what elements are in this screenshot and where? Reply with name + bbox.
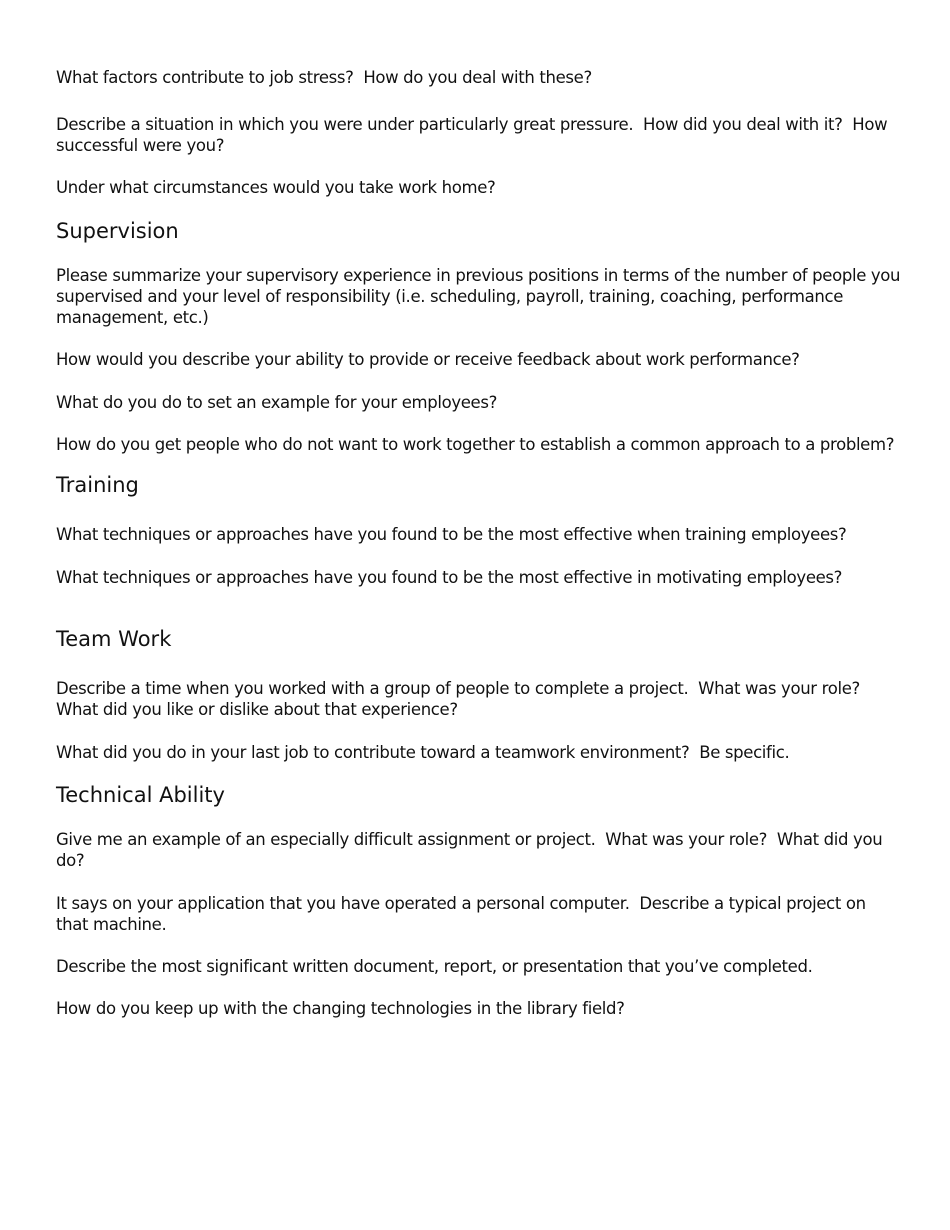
section-heading-team-work: Team Work bbox=[56, 627, 172, 651]
question-job-stress: What factors contribute to job stress? How do you deal with these? bbox=[56, 68, 592, 87]
question-personal-computer: It says on your application that you have operated a personal computer. Describe a typical project on that machine. bbox=[56, 894, 871, 934]
question-feedback: How would you describe your ability to provide or receive feedback about work performance? bbox=[56, 350, 800, 369]
question-motivating-techniques: What techniques or approaches have you found to be the most effective in motivating employees? bbox=[56, 568, 843, 587]
question-group-project: Describe a time when you worked with a group of people to complete a project. What was your role? What did you like or dislike about that experience? bbox=[56, 679, 870, 719]
section-heading-training: Training bbox=[56, 473, 139, 497]
question-supervisory-experience: Please summarize your supervisory experience in previous positions in terms of the number of people you supervised and your level of responsibility (i.e. scheduling, payroll, training, coaching, performance management, etc.) bbox=[56, 266, 906, 327]
question-teamwork-environment: What did you do in your last job to contribute toward a teamwork environment? Be specific. bbox=[56, 743, 790, 762]
section-heading-supervision: Supervision bbox=[56, 219, 179, 243]
question-difficult-assignment: Give me an example of an especially difficult assignment or project. What was your role? What did you do? bbox=[56, 830, 888, 870]
question-changing-technologies: How do you keep up with the changing technologies in the library field? bbox=[56, 999, 625, 1018]
section-heading-technical-ability: Technical Ability bbox=[56, 783, 225, 807]
question-work-home: Under what circumstances would you take work home? bbox=[56, 178, 496, 197]
question-written-document: Describe the most significant written document, report, or presentation that you’ve completed. bbox=[56, 957, 813, 976]
question-training-techniques: What techniques or approaches have you found to be the most effective when training employees? bbox=[56, 525, 847, 544]
question-common-approach: How do you get people who do not want to work together to establish a common approach to a problem? bbox=[56, 435, 895, 454]
question-great-pressure: Describe a situation in which you were under particularly great pressure. How did you deal with it? How successful were you? bbox=[56, 115, 893, 155]
question-set-example: What do you do to set an example for your employees? bbox=[56, 393, 498, 412]
